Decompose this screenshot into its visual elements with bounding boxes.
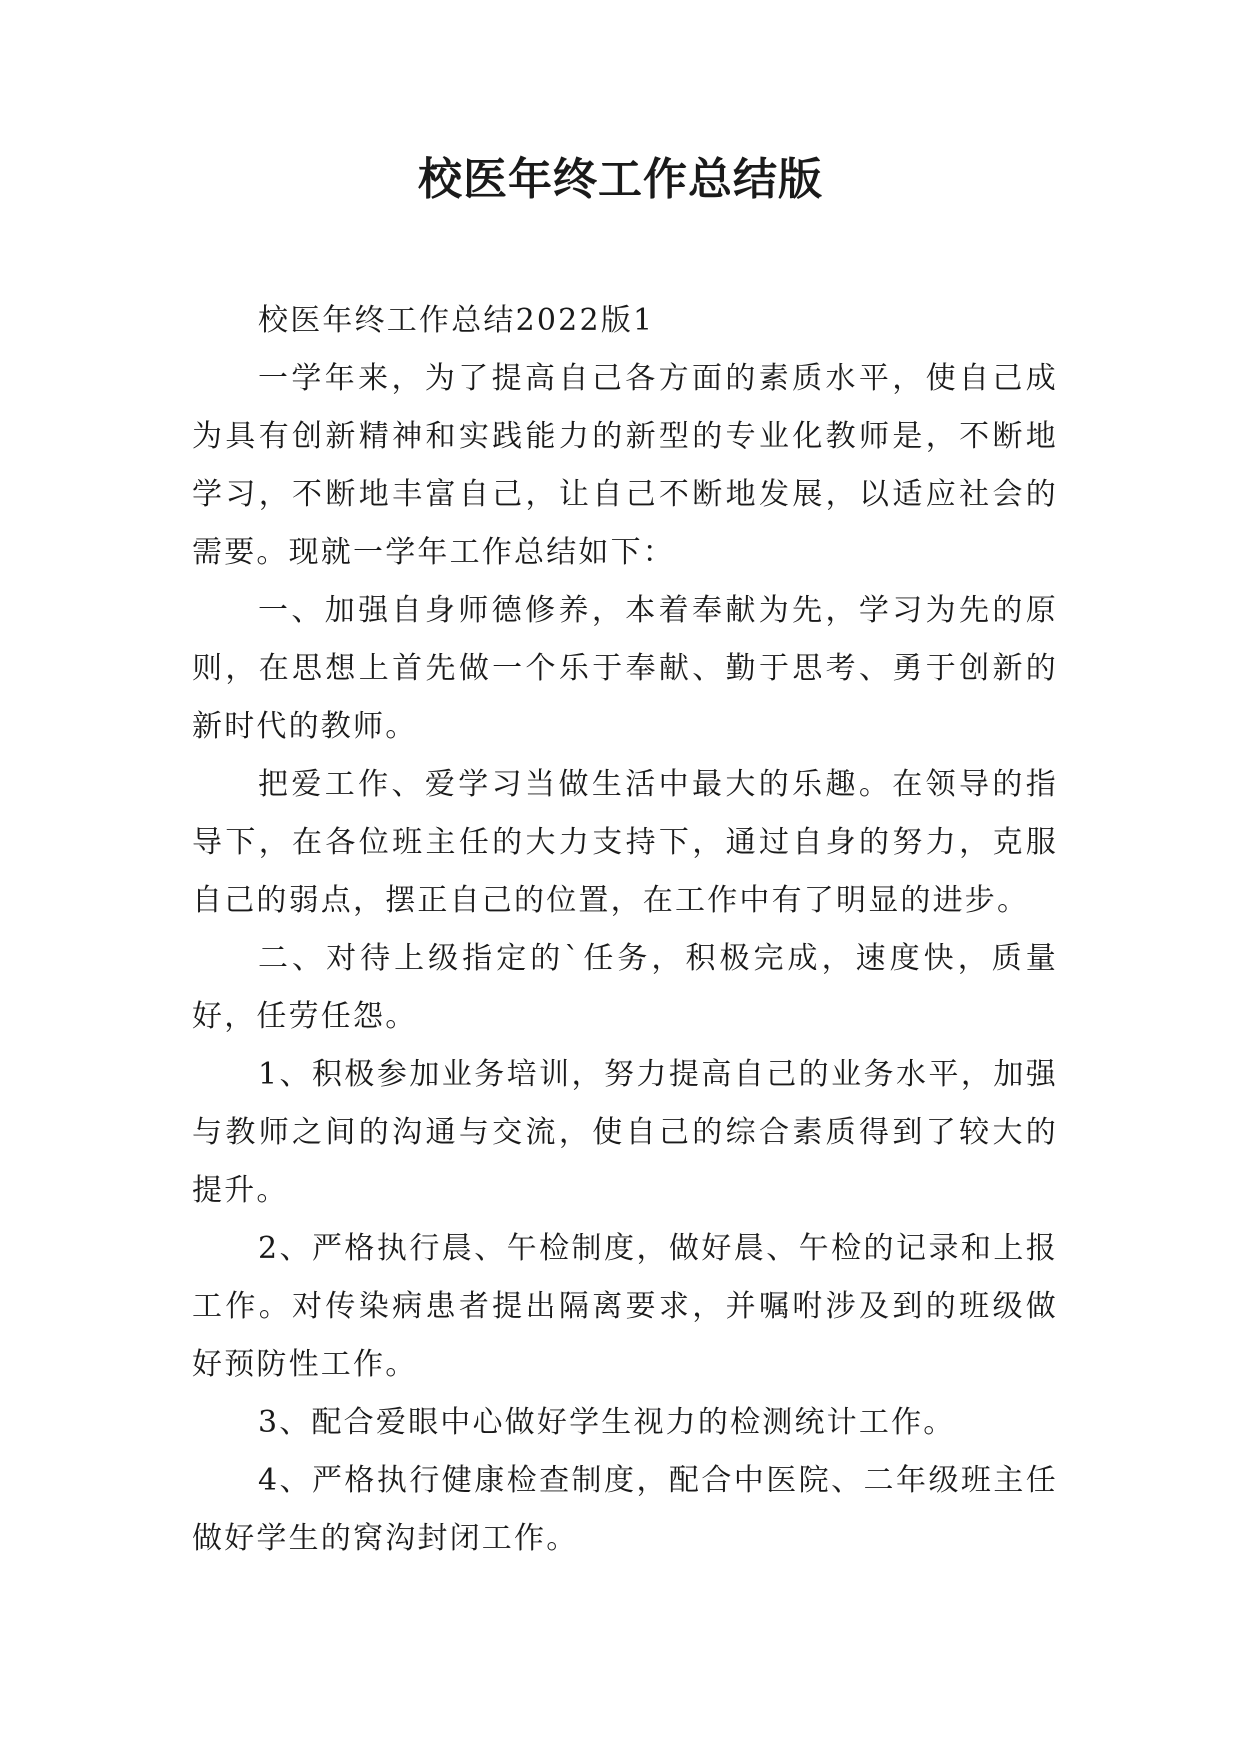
paragraph: 3、配合爱眼中心做好学生视力的检测统计工作。 (258, 1405, 956, 1440)
paragraph: 2、严格执行晨、午检制度，做好晨、午检的记录和上报工作。对传染病患者提出隔离要求，并嘱咐涉及到的班级做好预防性工作。 (192, 1231, 1058, 1382)
paragraph: 一学年来，为了提高自己各方面的素质水平，使自己成为具有创新精神和实践能力的新型的专业化教师是，不断地学习，不断地丰富自己，让自己不断地发展，以适应社会的需要。现就一学年工作总结如下： (192, 361, 1058, 570)
document-title: 校医年终工作总结版 (418, 154, 823, 205)
paragraph: 1、积极参加业务培训，努力提高自己的业务水平，加强与教师之间的沟通与交流，使自己的综合素质得到了较大的提升。 (192, 1057, 1058, 1208)
paragraph: 二、对待上级指定的`任务，积极完成，速度快，质量好，任劳任怨。 (192, 941, 1058, 1034)
document-body (192, 292, 1058, 1568)
paragraph: 4、严格执行健康检查制度，配合中医院、二年级班主任做好学生的窝沟封闭工作。 (192, 1463, 1058, 1556)
paragraph: 一、加强自身师德修养，本着奉献为先，学习为先的原则，在思想上首先做一个乐于奉献、勤于思考、勇于创新的新时代的教师。 (192, 593, 1058, 744)
paragraph: 把爱工作、爱学习当做生活中最大的乐趣。在领导的指导下，在各位班主任的大力支持下，通过自身的努力，克服自己的弱点，摆正自己的位置，在工作中有了明显的进步。 (192, 767, 1058, 918)
paragraph-heading: 校医年终工作总结2022版1 (258, 303, 655, 338)
